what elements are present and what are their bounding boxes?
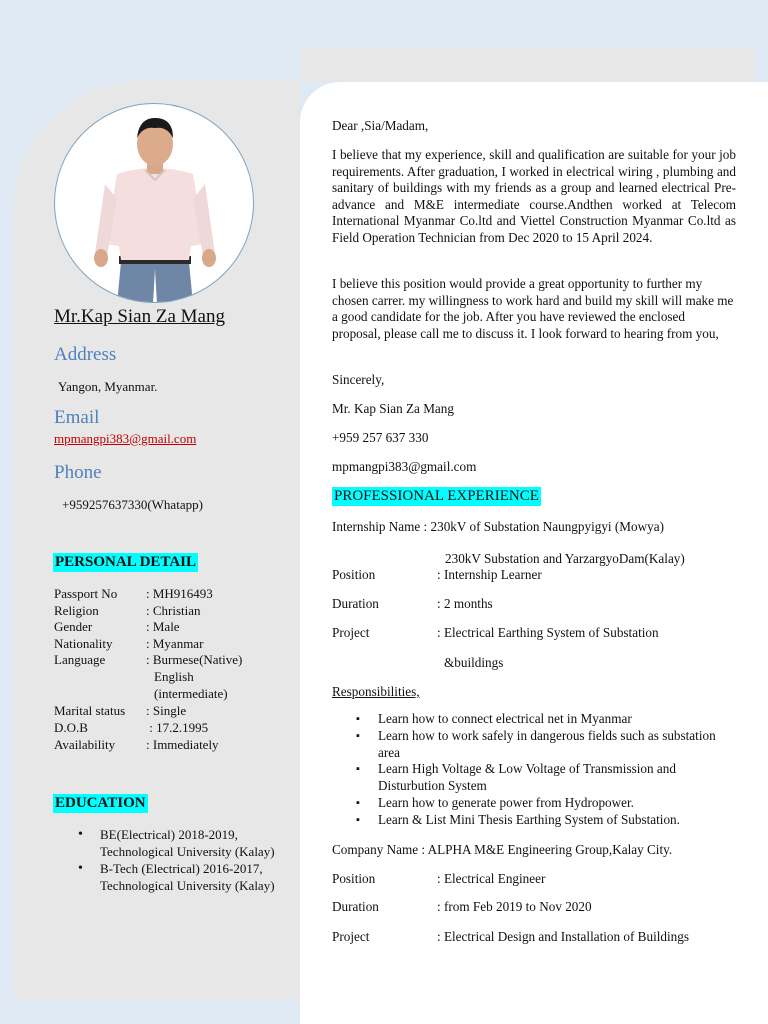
letter-salutation: Dear ,Sia/Madam, xyxy=(332,118,429,133)
personal-row xyxy=(54,603,201,619)
job2-row xyxy=(332,929,689,945)
company-name: Company Name : ALPHA M&E Engineering Group,Kalay City. xyxy=(332,842,673,857)
personal-row-key: Gender xyxy=(54,619,93,634)
personal-row-value: : Male xyxy=(146,619,180,634)
education-item: • B-Tech (Electrical) 2016-2017, Technological University (Kalay) xyxy=(78,860,278,894)
personal-row-key: Availability xyxy=(54,737,116,752)
education-list xyxy=(78,826,278,894)
responsibilities-heading: Responsibilities, xyxy=(332,684,420,699)
personal-row-cont: English xyxy=(154,669,194,684)
phone-value: +959257637330(Whatapp) xyxy=(62,497,203,512)
job2-row-key: Position xyxy=(332,871,376,886)
personal-row-key: Religion xyxy=(54,603,99,618)
job2-row-value: : Electrical Engineer xyxy=(437,871,546,886)
job1-row-key: Duration xyxy=(332,596,379,611)
personal-detail-heading: PERSONAL DETAIL xyxy=(55,554,197,570)
personal-row-value: : Christian xyxy=(146,603,201,618)
address-heading: Address xyxy=(54,344,117,365)
signature-email: mpmangpi383@gmail.com xyxy=(332,459,477,474)
job2-row xyxy=(332,871,545,887)
internship-name-cont: 230kV Substation and YarzargyoDam(Kalay) xyxy=(445,551,685,566)
candidate-name: Mr.Kap Sian Za Mang xyxy=(54,306,225,327)
personal-row-value: : 17.2.1995 xyxy=(146,720,209,735)
job2-row xyxy=(332,899,592,915)
job1-row xyxy=(332,596,493,612)
email-heading: Email xyxy=(54,407,100,428)
personal-row xyxy=(54,737,219,753)
job1-row xyxy=(332,625,659,641)
personal-row-value: : Immediately xyxy=(146,737,219,752)
personal-row-value: : Myanmar xyxy=(146,636,204,651)
job1-project-cont: &buildings xyxy=(444,655,504,670)
job2-row-value: : from Feb 2019 to Nov 2020 xyxy=(437,899,592,914)
personal-row-key: Language xyxy=(54,652,106,667)
personal-row-value: : Burmese(Native) xyxy=(146,652,243,667)
professional-experience-heading: PROFESSIONAL EXPERIENCE xyxy=(334,488,539,504)
top-strip-end xyxy=(740,48,754,82)
personal-row-value: : Single xyxy=(146,703,187,718)
letter-paragraph-1: I believe that my experience, skill and qualification are suitable for your job requirements. After graduation, I worked in electrical wiring , plumbing and sanitary of buildings with my friends as a group and learned electrical Pre-advance and M&E intermediate course.Andthen worked at Telecom International Myanmar Co.ltd and Viettel Construction Myanmar Co.ltd as Field Operation Technician from Dec 2020 to 15 April 2024. xyxy=(332,147,736,245)
phone-heading: Phone xyxy=(54,462,102,483)
personal-row xyxy=(54,636,203,652)
education-heading: EDUCATION xyxy=(55,795,146,811)
personal-row xyxy=(54,586,213,602)
personal-row-value: : MH916493 xyxy=(146,586,213,601)
job1-row xyxy=(332,567,542,583)
personal-row xyxy=(54,720,208,736)
letter-paragraph-2: I believe this position would provide a great opportunity to further my chosen carrer. my willingness to work hard and build my skill will make me a good candidate for the job. After you have reviewed the enclosed proposal, please call me to discuss it. I look forward to hearing from you, xyxy=(332,276,734,341)
personal-row-key: Nationality xyxy=(54,636,113,651)
address-value: Yangon, Myanmar. xyxy=(58,379,158,394)
job2-row-key: Duration xyxy=(332,899,379,914)
internship-name: Internship Name : 230kV of Substation Naungpyigyi (Mowya) xyxy=(332,519,664,534)
job2-row-key: Project xyxy=(332,929,370,944)
job1-row-key: Position xyxy=(332,567,376,582)
responsibility-item: ▪ Learn how to generate power from Hydropower. xyxy=(356,795,740,812)
job1-row-value: : Internship Learner xyxy=(437,567,542,582)
education-item: • BE(Electrical) 2018-2019, Technological University (Kalay) xyxy=(78,826,278,860)
job1-row-value: : Electrical Earthing System of Substation xyxy=(437,625,659,640)
responsibilities-list xyxy=(356,711,740,829)
signature-phone: +959 257 637 330 xyxy=(332,430,429,445)
personal-row-key: Passport No xyxy=(54,586,118,601)
person-illustration xyxy=(55,104,254,303)
letter-closing: Sincerely, xyxy=(332,372,385,387)
personal-row-key: D.O.B xyxy=(54,720,88,735)
personal-row xyxy=(54,652,242,668)
job1-row-value: : 2 months xyxy=(437,596,493,611)
top-strip-decoration xyxy=(300,48,754,82)
responsibility-item: ▪ Learn how to work safely in dangerous fields such as substation area xyxy=(356,728,740,762)
personal-row xyxy=(54,703,186,719)
responsibility-item: ▪ Learn how to connect electrical net in Myanmar xyxy=(356,711,740,728)
profile-photo xyxy=(54,103,254,303)
personal-row-key: Marital status xyxy=(54,703,126,718)
responsibility-item: ▪ Learn High Voltage & Low Voltage of Transmission and Disturbution System xyxy=(356,761,740,795)
email-link[interactable]: mpmangpi383@gmail.com xyxy=(54,431,197,446)
signature-name: Mr. Kap Sian Za Mang xyxy=(332,401,454,416)
job2-row-value: : Electrical Design and Installation of Buildings xyxy=(437,929,689,944)
job1-row-key: Project xyxy=(332,625,370,640)
responsibility-item: ▪ Learn & List Mini Thesis Earthing System of Substation. xyxy=(356,812,740,829)
personal-row xyxy=(54,619,180,635)
personal-row-cont: (intermediate) xyxy=(154,686,228,701)
